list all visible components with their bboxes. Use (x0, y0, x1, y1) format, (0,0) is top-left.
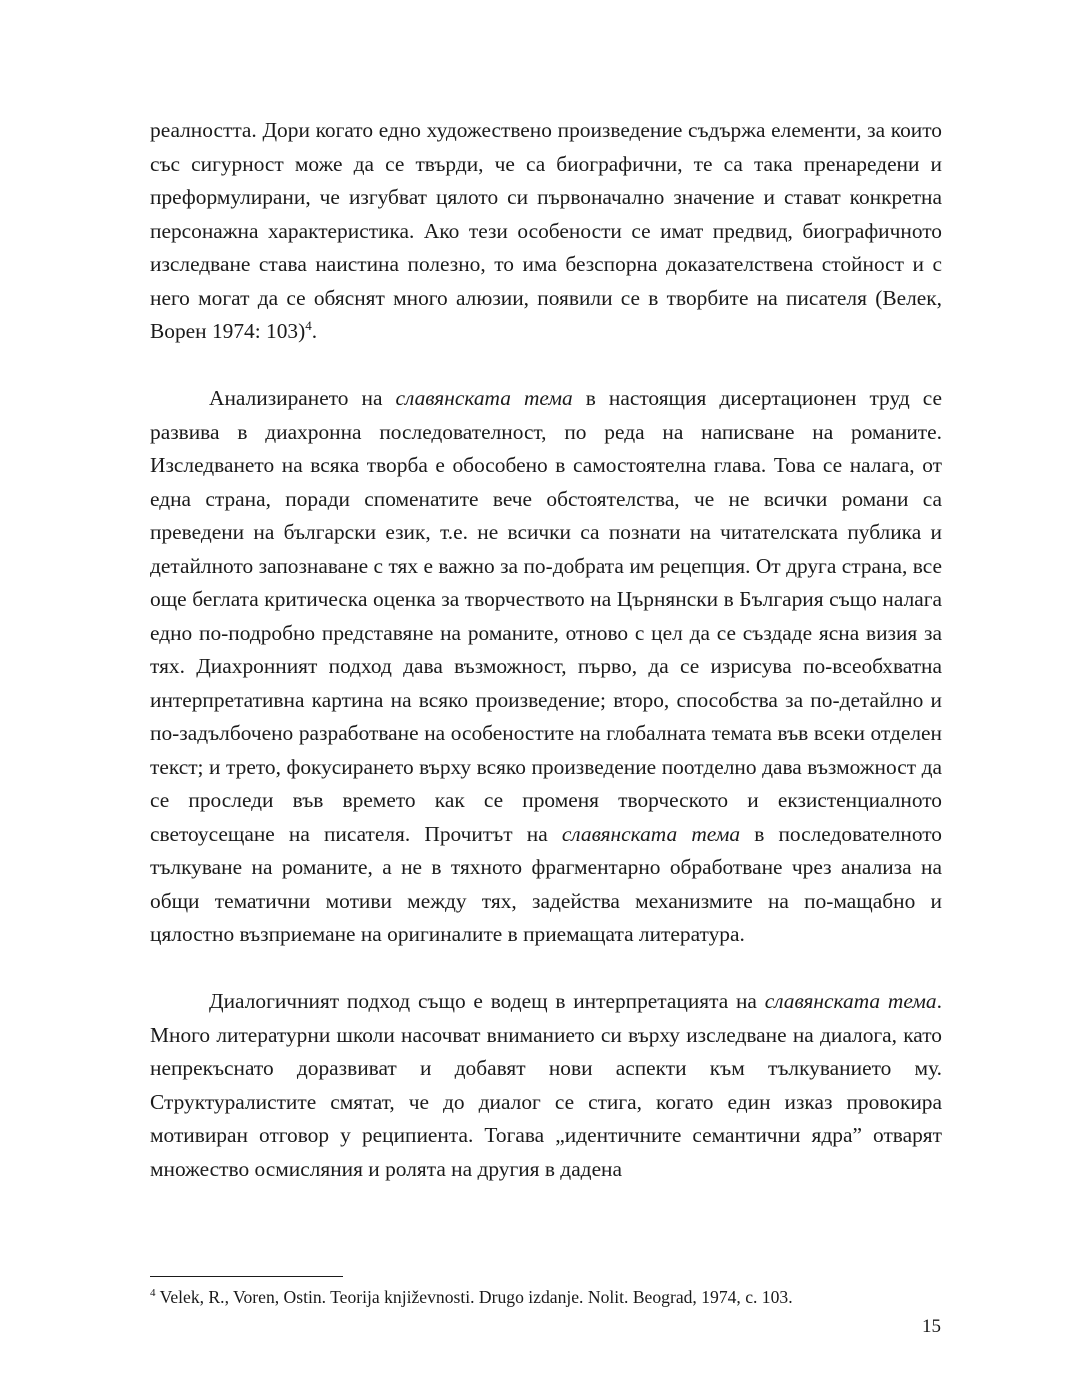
paragraph-3-emphasis-a: славянската тема (764, 989, 937, 1013)
page-number: 15 (922, 1316, 941, 1337)
paragraph-2 (150, 382, 942, 952)
footnote (150, 1285, 942, 1309)
paragraph-2-text-a: Анализирането на (209, 386, 396, 410)
paragraph-1-text: реалността. Дори когато едно художествено произведение съдържа елементи, за които със сигурност може да се твърди, че са биографични, те са така пренаредени и преформулирани, че изгубват цялото си първоначално значение и стават конкретна персонажна характеристика. Ако тези особености се имат предвид, биографичното изследване става наистина полезно, то има безспорна доказателствена стойност и с него могат да се обяснят много алюзии, появили се в творбите на писателя (Велек, Ворен 1974: 103) (150, 118, 942, 343)
footnote-reference: 4 (305, 317, 312, 333)
paragraph-2-emphasis-b: славянската тема (561, 821, 741, 846)
body-text (150, 114, 942, 1186)
paragraph-3-text-a: Диалогичният подход също е водещ в интерпретацията на (209, 989, 765, 1013)
paragraph-3-text-b: . Много литературни школи насочват вниманието си върху изследване на диалога, като непрекъснато доразвиват и добавят нови аспекти към тълкуванието му. Структуралистите смятат, че до диалог се стига, когато един изказ провокира мотивиран отговор у реципиента. Тогава „идентичните семантични ядра” отварят множество осмисляния и ролята на другия в дадена (150, 989, 942, 1181)
footnote-number: 4 (150, 1287, 156, 1300)
footnote-separator (150, 1276, 343, 1277)
paragraph-3 (150, 985, 942, 1186)
paragraph-2-text-c: в последователното тълкуване на романите, а не в тяхното фрагментарно обработване чрез анализа на общи тематични мотиви между тях, задейства механизмите на по-мащабно и цялостно възприемане на оригиналите в приемащата литература. (150, 821, 942, 946)
paragraph-1-end: . (311, 319, 318, 343)
paragraph-2-emphasis-a: славянската тема (395, 386, 573, 410)
paragraph-1 (150, 114, 942, 349)
paragraph-2-text-b: в настоящия дисертационен труд се развива в диахронна последователност, по реда на написване на романите. Изследването на всяка творба е обособено в самостоятелна глава. Това се налага, от една страна, поради споменатите вече обстоятелства, че не всички романи са преведени на български език, т.е. не всички са познати на читателската публика и детайлното запознаване с тях е важно за по-добрата им рецепция. От друга страна, все още беглата критическа оценка за творчеството на Църнянски в България също налага едно по-подробно представяне на романите, отново с цел да се създаде ясна визия за тях. Диахронният подход дава възможност, първо, да се изрисува по-всеобхватна интерпретативна картина на всяко произведение; второ, способства за по-детайлно и по-задълбочено разработване на особеностите на глобалната темата във всеки отделен текст; и трето, фокусирането върху всяко произведение поотделно дава възможност да се проследи във времето как се променя творческото и екзистенциалното светоусещане на писателя. Прочитът на (150, 386, 942, 846)
footnote-text: Velek, R., Voren, Ostin. Teorija književnosti. Drugo izdanje. Nolit. Beograd, 1974, с. 103. (155, 1287, 793, 1307)
